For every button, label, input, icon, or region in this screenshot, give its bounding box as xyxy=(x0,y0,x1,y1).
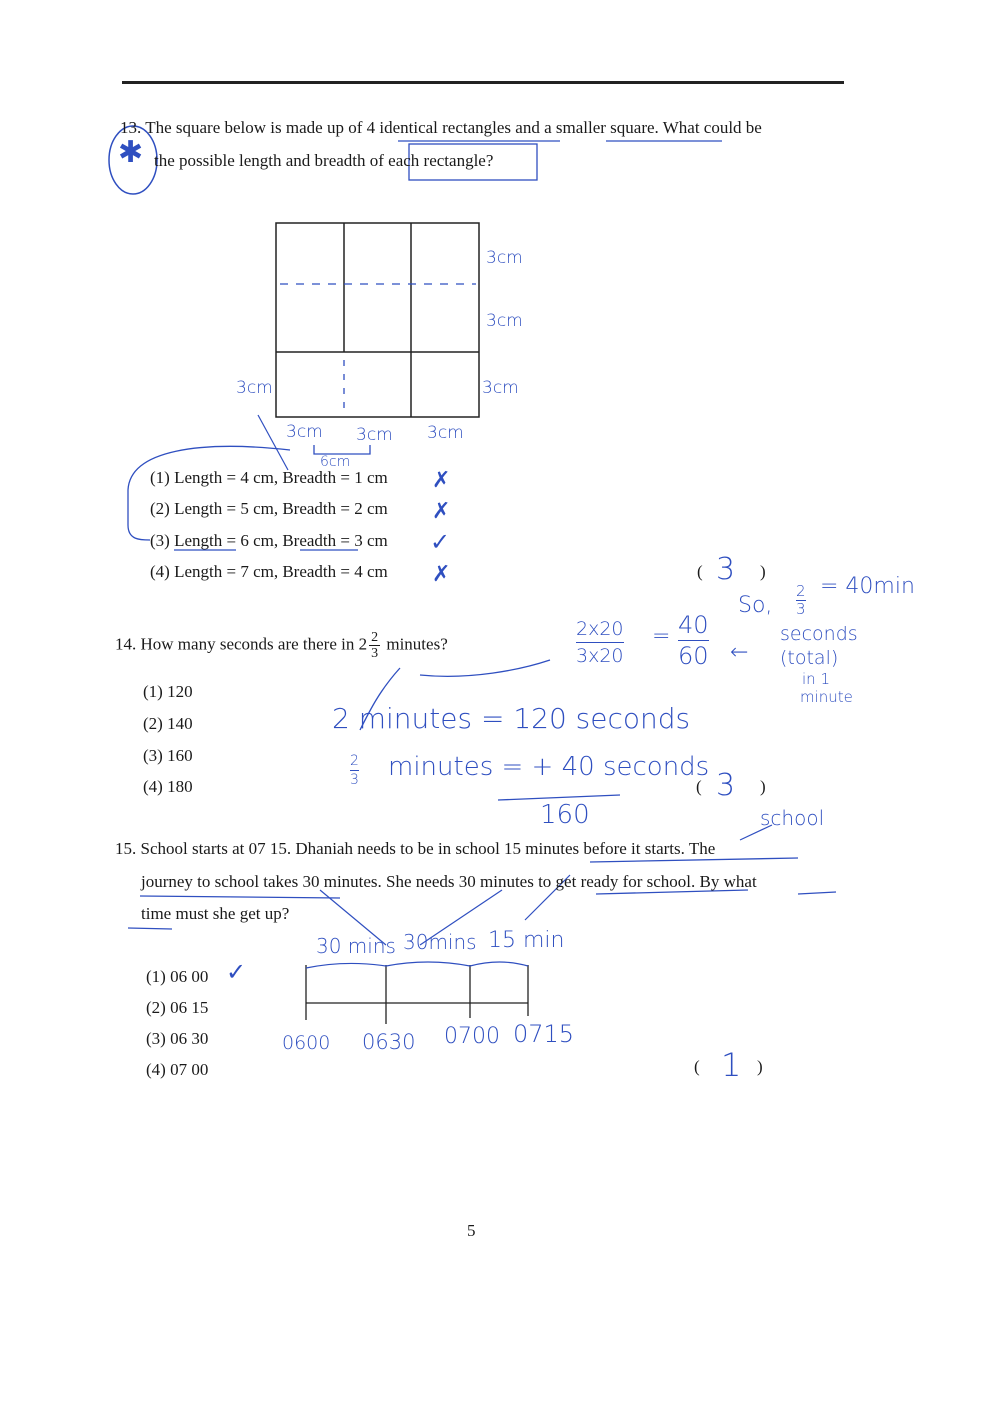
hw-line-2-fraction: 2 3 xyxy=(350,753,359,788)
q14-option-4: (4) 180 xyxy=(143,777,193,796)
hw-time-1: 0600 xyxy=(282,1032,331,1054)
page-number: 5 xyxy=(467,1221,476,1240)
q14-option-2: (2) 140 xyxy=(143,714,193,733)
hw-side-label-2: 3cm xyxy=(486,311,523,331)
hw-bottom-label-2: 3cm xyxy=(356,425,393,445)
q15-line3: time must she get up? xyxy=(141,904,290,923)
hw-note: seconds (total) in 1 minute xyxy=(780,623,858,706)
hw-school: school xyxy=(760,806,825,830)
hw-equals: = xyxy=(652,624,671,649)
q15-answer: 1 xyxy=(721,1046,742,1084)
square-figure xyxy=(276,223,479,417)
hw-left-label: 3cm xyxy=(236,378,273,398)
hw-segment-1: 30 mins xyxy=(316,934,396,958)
q15-line2: journey to school takes 30 minutes. She needs 30 minutes to get ready for school. By what xyxy=(141,872,757,891)
star-icon: ✱ xyxy=(118,135,144,170)
q14-answer-open: ( xyxy=(696,777,702,796)
q13-line2: the possible length and breadth of each rectangle? xyxy=(154,151,494,170)
cross-icon: ✗ xyxy=(432,468,451,493)
hw-line-3: 160 xyxy=(540,800,590,830)
hw-line-2: minutes = + 40 seconds xyxy=(388,752,710,782)
q15-option-3: (3) 06 30 xyxy=(146,1029,209,1048)
hw-segment-3: 15 min xyxy=(488,928,565,953)
q13-option-2: (2) Length = 5 cm, Breadth = 2 cm xyxy=(150,499,388,518)
q13-option-3: (3) Length = 6 cm, Breadth = 3 cm xyxy=(150,531,388,550)
timeline-diagram xyxy=(306,965,528,1024)
q13-answer: 3 xyxy=(716,552,736,587)
q15-answer-open: ( xyxy=(694,1057,700,1076)
hw-side-label-1: 3cm xyxy=(486,248,523,268)
q13-answer-open: ( xyxy=(697,562,703,581)
hw-6cm: 6cm xyxy=(320,454,351,470)
hw-segment-2: 30mins xyxy=(403,930,477,954)
hw-so: So, xyxy=(738,593,773,618)
hw-side-label-3: 3cm xyxy=(482,378,519,398)
q13-answer-close: ) xyxy=(760,562,766,581)
check-icon: ✓ xyxy=(430,528,451,556)
cross-icon: ✗ xyxy=(432,499,451,524)
q15-answer-close: ) xyxy=(757,1057,763,1076)
q13-line1: 13. The square below is made up of 4 identical rectangles and a smaller square. What could be xyxy=(120,118,762,137)
q15-option-1: (1) 06 00 xyxy=(146,967,209,986)
q14-answer-close: ) xyxy=(760,777,766,796)
check-icon: ✓ xyxy=(226,958,247,986)
hw-so-fraction: 2 3 xyxy=(796,582,806,618)
arrow-left-icon: ← xyxy=(730,640,749,665)
hw-calc-fraction: 2x20 3x20 xyxy=(576,618,624,667)
loop-bracket xyxy=(128,446,290,540)
q14-option-3: (3) 160 xyxy=(143,746,193,765)
cross-icon: ✗ xyxy=(432,562,451,587)
q14-answer: 3 xyxy=(716,768,736,803)
hw-time-2: 0630 xyxy=(362,1030,416,1054)
q13-option-1: (1) Length = 4 cm, Breadth = 1 cm xyxy=(150,468,388,487)
hw-so-result: = 40min xyxy=(820,574,915,599)
q15-option-2: (2) 06 15 xyxy=(146,998,209,1017)
hw-bottom-label-1: 3cm xyxy=(286,422,323,442)
q14-option-1: (1) 120 xyxy=(143,682,193,701)
hw-bottom-label-3: 3cm xyxy=(427,423,464,443)
q13-option-4: (4) Length = 7 cm, Breadth = 4 cm xyxy=(150,562,388,581)
q15-line1: 15. School starts at 07 15. Dhaniah needs to be in school 15 minutes before it starts. The xyxy=(115,839,716,858)
q15-option-4: (4) 07 00 xyxy=(146,1060,209,1079)
hw-result-fraction: 40 60 xyxy=(678,611,709,670)
hw-time-4: 0715 xyxy=(513,1020,575,1048)
q14-question: 14. How many seconds are there in 2 $\frac{2}{3}$ minutes? xyxy=(115,630,448,661)
hw-time-3: 0700 xyxy=(444,1024,500,1049)
hw-line-1: 2 minutes = 120 seconds xyxy=(332,702,691,735)
